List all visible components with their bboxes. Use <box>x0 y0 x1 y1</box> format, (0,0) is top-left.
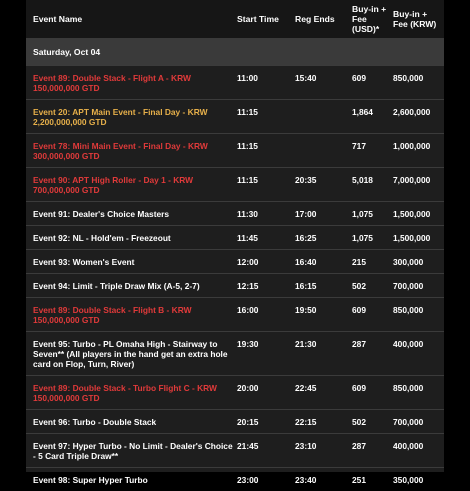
buyin-usd: 609 <box>352 376 393 410</box>
buyin-usd: 609 <box>352 298 393 332</box>
buyin-krw: 1,500,000 <box>393 226 444 250</box>
buyin-krw: 300,000 <box>393 250 444 274</box>
table-row[interactable] <box>26 168 444 202</box>
event-name: Event 95: Turbo - PL Omaha High - Stairway to Seven** (All players in the hand get an extra hole card on Flop, Turn, River) <box>26 332 237 376</box>
start-time: 12:00 <box>237 250 295 274</box>
reg-ends <box>295 134 352 168</box>
table-row[interactable] <box>26 202 444 226</box>
event-name: Event 96: Turbo - Double Stack <box>26 410 237 434</box>
reg-ends: 21:30 <box>295 332 352 376</box>
table-row[interactable] <box>26 410 444 434</box>
table-row[interactable] <box>26 298 444 332</box>
buyin-krw: 7,000,000 <box>393 168 444 202</box>
event-name: Event 91: Dealer's Choice Masters <box>26 202 237 226</box>
table-row[interactable] <box>26 226 444 250</box>
buyin-usd: 1,075 <box>352 226 393 250</box>
reg-ends: 15:40 <box>295 66 352 100</box>
start-time: 20:00 <box>237 376 295 410</box>
col-header-buyin-krw[interactable]: Buy-in + Fee (KRW) <box>393 0 444 38</box>
start-time: 11:30 <box>237 202 295 226</box>
buyin-krw: 1,500,000 <box>393 202 444 226</box>
start-time: 11:15 <box>237 100 295 134</box>
reg-ends: 16:40 <box>295 250 352 274</box>
event-name: Event 78: Mini Main Event - Final Day - KRW 300,000,000 GTD <box>26 134 237 168</box>
table-row[interactable] <box>26 100 444 134</box>
start-time: 12:15 <box>237 274 295 298</box>
start-time: 11:00 <box>237 66 295 100</box>
start-time: 19:30 <box>237 332 295 376</box>
date-header: Saturday, Oct 04 <box>26 38 444 66</box>
buyin-usd: 609 <box>352 66 393 100</box>
start-time: 11:15 <box>237 168 295 202</box>
table-row[interactable] <box>26 66 444 100</box>
buyin-usd: 215 <box>352 250 393 274</box>
buyin-krw: 850,000 <box>393 298 444 332</box>
reg-ends: 16:25 <box>295 226 352 250</box>
buyin-usd: 1,075 <box>352 202 393 226</box>
buyin-krw: 400,000 <box>393 434 444 468</box>
buyin-krw: 700,000 <box>393 274 444 298</box>
table-row[interactable] <box>26 468 444 491</box>
reg-ends <box>295 100 352 134</box>
start-time: 20:15 <box>237 410 295 434</box>
event-name: Event 98: Super Hyper Turbo <box>26 468 237 491</box>
buyin-usd: 1,864 <box>352 100 393 134</box>
buyin-usd: 287 <box>352 434 393 468</box>
buyin-usd: 5,018 <box>352 168 393 202</box>
col-header-event-name[interactable]: Event Name <box>26 0 237 38</box>
buyin-usd: 251 <box>352 468 393 491</box>
start-time: 11:15 <box>237 134 295 168</box>
table-row[interactable] <box>26 250 444 274</box>
table-row[interactable] <box>26 376 444 410</box>
event-name: Event 89: Double Stack - Flight B - KRW 150,000,000 GTD <box>26 298 237 332</box>
table-row[interactable] <box>26 134 444 168</box>
start-time: 21:45 <box>237 434 295 468</box>
reg-ends: 22:15 <box>295 410 352 434</box>
buyin-usd: 287 <box>352 332 393 376</box>
schedule-table <box>26 0 444 491</box>
col-header-start-time[interactable]: Start Time <box>237 0 295 38</box>
event-name: Event 90: APT High Roller - Day 1 - KRW 700,000,000 GTD <box>26 168 237 202</box>
event-name: Event 20: APT Main Event - Final Day - KRW 2,200,000,000 GTD <box>26 100 237 134</box>
buyin-krw: 700,000 <box>393 410 444 434</box>
date-group-row <box>26 38 444 66</box>
start-time: 11:45 <box>237 226 295 250</box>
table-row[interactable] <box>26 274 444 298</box>
buyin-usd: 502 <box>352 410 393 434</box>
schedule-panel <box>26 0 444 472</box>
reg-ends: 20:35 <box>295 168 352 202</box>
event-name: Event 92: NL - Hold'em - Freezeout <box>26 226 237 250</box>
buyin-usd: 502 <box>352 274 393 298</box>
event-name: Event 94: Limit - Triple Draw Mix (A-5, 2-7) <box>26 274 237 298</box>
event-name: Event 89: Double Stack - Turbo Flight C - KRW 150,000,000 GTD <box>26 376 237 410</box>
start-time: 16:00 <box>237 298 295 332</box>
buyin-krw: 1,000,000 <box>393 134 444 168</box>
buyin-krw: 350,000 <box>393 468 444 491</box>
buyin-krw: 2,600,000 <box>393 100 444 134</box>
col-header-buyin-usd[interactable]: Buy-in + Fee (USD)* <box>352 0 393 38</box>
buyin-usd: 717 <box>352 134 393 168</box>
event-name: Event 89: Double Stack - Flight A - KRW 150,000,000 GTD <box>26 66 237 100</box>
reg-ends: 19:50 <box>295 298 352 332</box>
table-row[interactable] <box>26 434 444 468</box>
col-header-reg-ends[interactable]: Reg Ends <box>295 0 352 38</box>
event-name: Event 93: Women's Event <box>26 250 237 274</box>
reg-ends: 23:10 <box>295 434 352 468</box>
table-header-row <box>26 0 444 38</box>
reg-ends: 16:15 <box>295 274 352 298</box>
buyin-krw: 850,000 <box>393 66 444 100</box>
reg-ends: 23:40 <box>295 468 352 491</box>
buyin-krw: 400,000 <box>393 332 444 376</box>
table-row[interactable] <box>26 332 444 376</box>
reg-ends: 22:45 <box>295 376 352 410</box>
start-time: 23:00 <box>237 468 295 491</box>
buyin-krw: 850,000 <box>393 376 444 410</box>
event-name: Event 97: Hyper Turbo - No Limit - Dealer's Choice - 5 Card Triple Draw** <box>26 434 237 468</box>
reg-ends: 17:00 <box>295 202 352 226</box>
